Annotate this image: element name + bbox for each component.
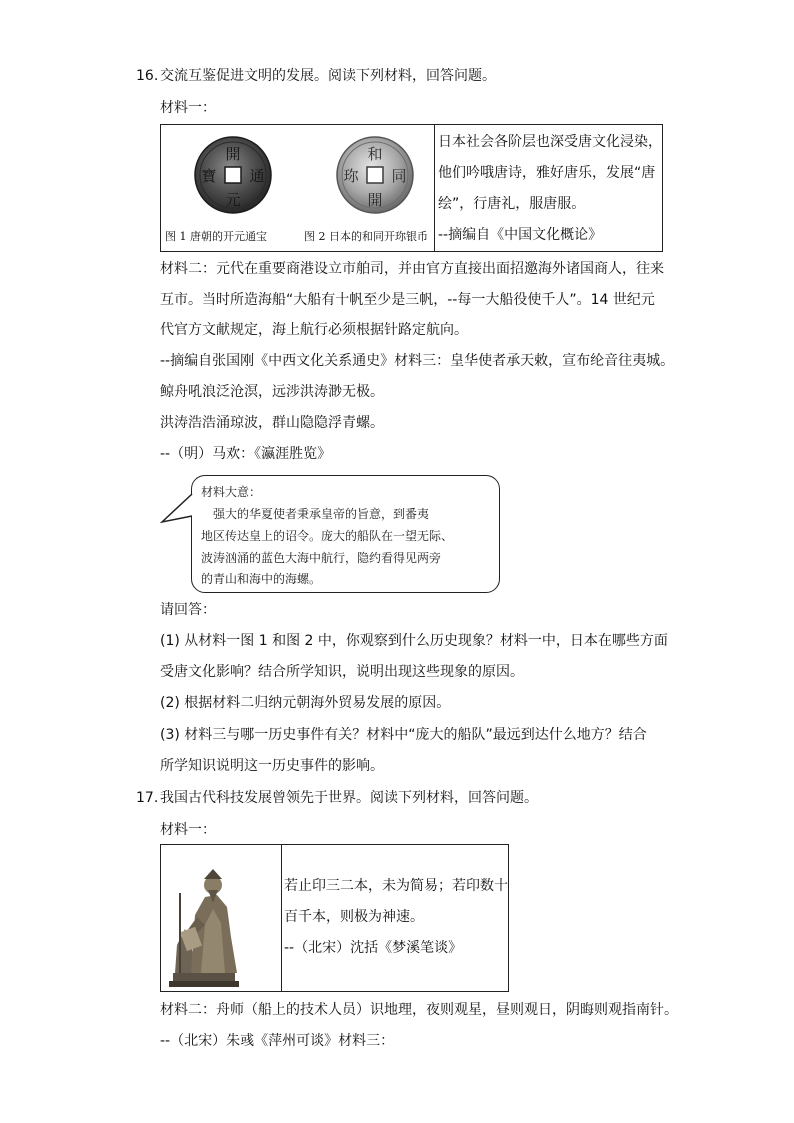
svg-text:同: 同 xyxy=(391,167,407,185)
q17-material-1-text-line: 若止印三二本，未为简易；若印数十 xyxy=(284,878,508,894)
material-3-line: --摘编自张国刚《中西文化关系通史》材料三：皇华使者承天敕，宣布纶音往夷城。 xyxy=(160,353,675,369)
statue-image-cell xyxy=(161,845,282,992)
svg-text:和: 和 xyxy=(367,145,383,163)
answer-prompt: 请回答： xyxy=(160,602,216,618)
bubble-line: 的青山和海中的海螺。 xyxy=(201,572,322,586)
figure-1-caption: 图 1 唐朝的开元通宝 xyxy=(165,230,267,243)
material-3-line: 鲸舟吼浪泛沧溟，远涉洪涛渺无极。 xyxy=(160,384,384,400)
material-2-line: 互市。当时所造海船“大船有十帆至少是三帆，--每一大船役使千人”。14 世纪元 xyxy=(160,292,655,308)
material-1-table xyxy=(160,124,663,252)
sub-question-2: (2) 根据材料二归纳元朝海外贸易发展的原因。 xyxy=(160,695,451,711)
material-1-text-line: 他们吟哦唐诗，雅好唐乐，发展“唐 xyxy=(438,165,656,181)
material-2-line: 代官方文献规定，海上航行必须根据针路定航向。 xyxy=(160,322,468,338)
q17-material-2-line: 材料二：舟师（船上的技术人员）识地理，夜则观星，昼则观日，阴晦则观指南针。 xyxy=(160,1002,678,1018)
svg-text:開: 開 xyxy=(225,145,241,163)
coins-image-cell xyxy=(161,125,435,252)
question-16-number: 16. xyxy=(136,68,159,84)
svg-text:元: 元 xyxy=(225,191,241,209)
figure-2-caption: 图 2 日本的和同开珎银币 xyxy=(304,230,428,243)
svg-text:珎: 珎 xyxy=(343,167,359,185)
question-17-stem: 我国古代科技发展曾领先于世界。阅读下列材料，回答问题。 xyxy=(160,790,538,806)
question-17-number: 17. xyxy=(136,790,159,806)
svg-text:開: 開 xyxy=(367,191,383,209)
bubble-line: 波涛汹涌的蓝色大海中航行，隐约看得见两旁 xyxy=(201,551,442,565)
svg-text:寶: 寶 xyxy=(201,167,217,185)
question-16-stem: 交流互鉴促进文明的发展。阅读下列材料，回答问题。 xyxy=(160,68,496,84)
material-1-label: 材料一： xyxy=(160,100,216,116)
wadou-coin-image xyxy=(337,137,413,213)
q17-material-2-source: --（北宋）朱彧《萍州可谈》材料三： xyxy=(160,1033,395,1049)
material-3-source: --（明）马欢：《瀛涯胜览》 xyxy=(160,446,332,462)
kaiyuan-coin-image xyxy=(195,137,271,213)
material-3-line: 洪涛浩浩涌琼波，群山隐隐浮青螺。 xyxy=(160,415,384,431)
bubble-line: 强大的华夏使者秉承皇帝的旨意，到番夷 xyxy=(201,507,430,521)
material-1-source: --摘编自《中国文化概论》 xyxy=(438,227,603,243)
q17-material-1-label: 材料一： xyxy=(160,822,216,838)
bubble-heading: 材料大意： xyxy=(201,485,262,499)
sub-question-1: (1) 从材料一图 1 和图 2 中，你观察到什么历史现象？材料一中，日本在哪些方面 xyxy=(160,633,668,649)
material-1-text-line: 日本社会各阶层也深受唐文化浸染， xyxy=(438,134,662,150)
material-1-text-cell xyxy=(435,125,663,252)
q17-material-1-text-cell xyxy=(282,845,509,992)
bubble-tail xyxy=(160,490,196,530)
shen-kuo-statue-image xyxy=(161,845,287,991)
material-2-line: 材料二：元代在重要商港设立市舶司，并由官方直接出面招邀海外诸国商人，往来 xyxy=(160,261,664,277)
q17-material-1-table xyxy=(160,844,509,992)
material-1-text-line: 绘”，行唐礼，服唐服。 xyxy=(438,196,586,212)
translation-bubble xyxy=(191,475,500,593)
bubble-line: 地区传达皇上的诏令。庞大的船队在一望无际、 xyxy=(201,529,454,543)
sub-question-3: (3) 材料三与哪一历史事件有关？材料中“庞大的船队”最远到达什么地方？结合 xyxy=(160,727,647,743)
sub-question-3-cont: 所学知识说明这一历史事件的影响。 xyxy=(160,758,384,774)
sub-question-1-cont: 受唐文化影响？结合所学知识，说明出现这些现象的原因。 xyxy=(160,664,524,680)
q17-material-1-text-line: 百千本，则极为神速。 xyxy=(284,909,424,925)
svg-text:通: 通 xyxy=(249,167,265,185)
q17-material-1-source: --（北宋）沈括《梦溪笔谈》 xyxy=(284,940,463,956)
